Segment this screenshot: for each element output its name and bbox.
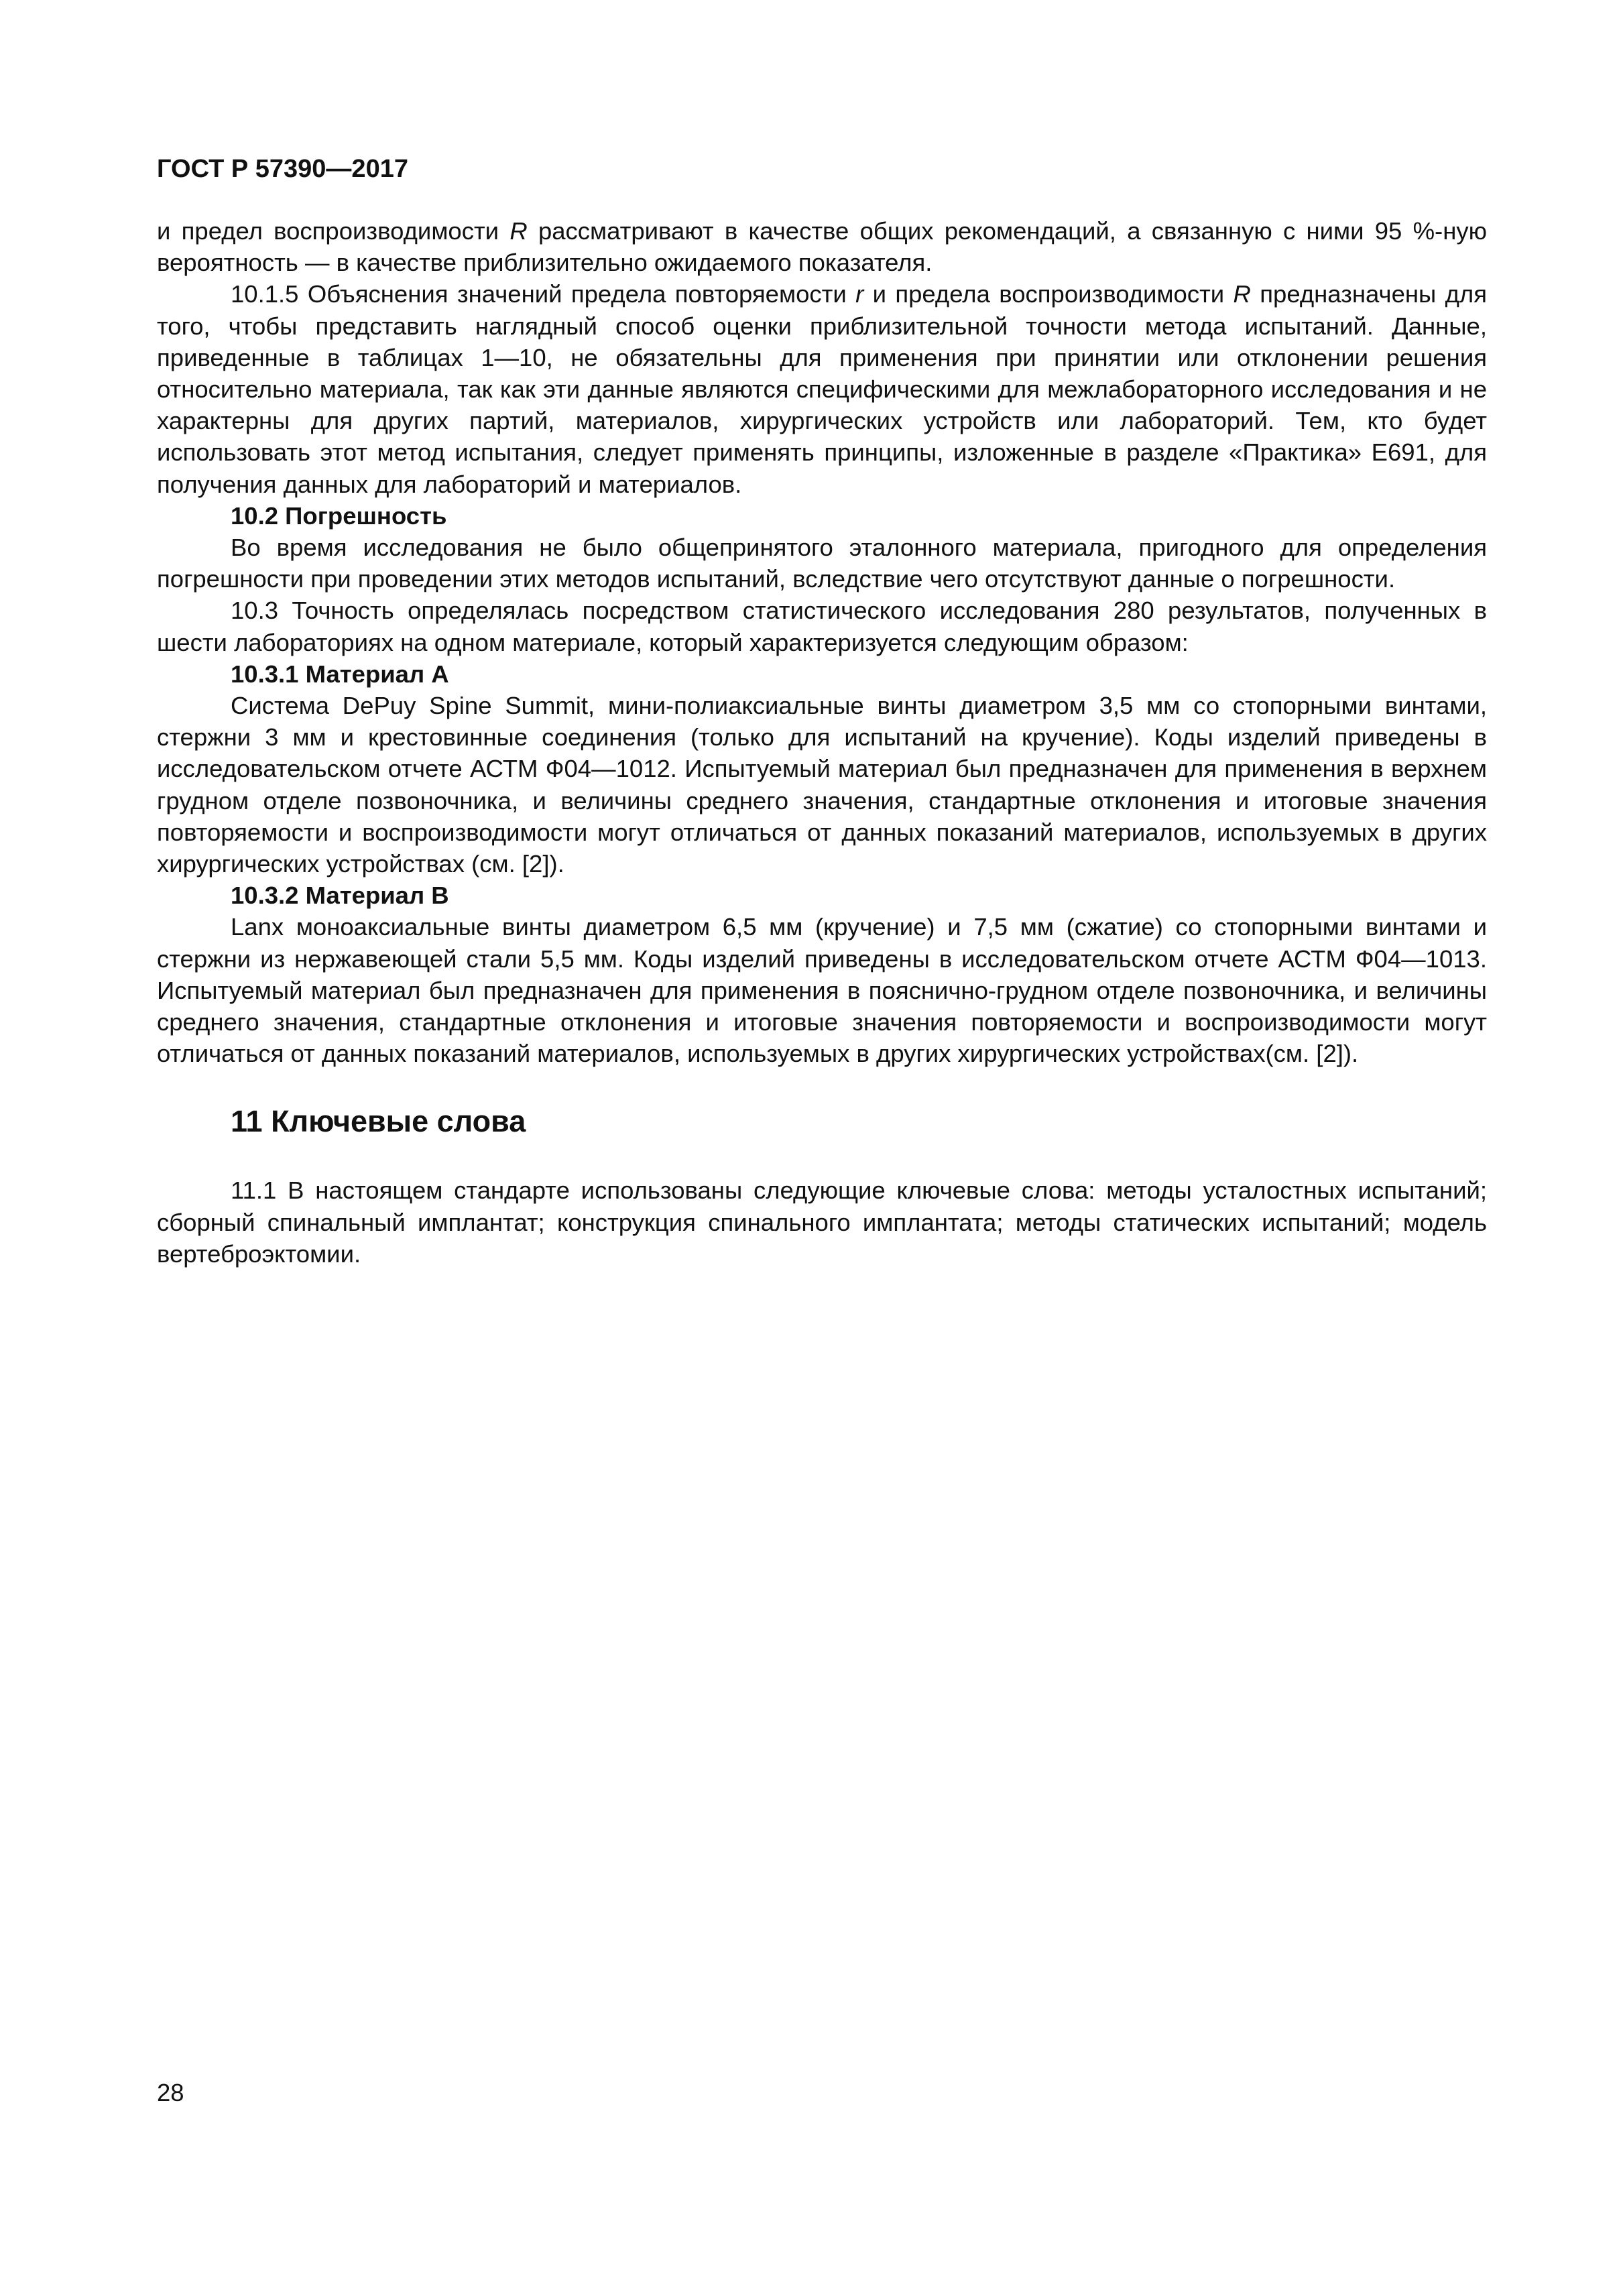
heading-10-2: 10.2 Погрешность [231,501,447,530]
symbol-R: R [509,217,528,245]
paragraph-10-3-2: Lanx моноаксиальные винты диаметром 6,5 мм (кручение) и 7,5 мм (сжатие) со стопорными винтами и стержни из нержавеющей стали 5,5 мм. Коды изделий приведены в исследовательском отчете АСТМ Ф04—1013. Испытуемый материал был предназначен для применения в пояснично-грудном отделе позвоночника, и величины среднего значения, стандартные отклонения и итоговые значения повторяемости и воспроизводимости могут отличаться от данных показаний материалов, используемых в других хирургических устройствах(см. [2]). [157,913,1487,1068]
symbol-r: r [855,280,864,308]
running-header: ГОСТ Р 57390—2017 [157,155,408,183]
symbol-R: R [1233,280,1251,308]
paragraph-10-3: 10.3 Точность определялась посредством статистического исследования 280 результатов, полученных в шести лабораториях на одном материале, который характеризуется следующим образом: [157,597,1487,656]
paragraph-10-2: Во время исследования не было общепринятого эталонного материала, пригодного для определения погрешности при проведении этих методов испытаний, вследствие чего отсутствуют данные о погрешности. [157,534,1487,593]
page-number: 28 [157,2079,184,2106]
paragraph-10-1-5: 10.1.5 Объяснения значений предела повторяемости r и предела воспроизводимости R предназначены для того, чтобы представить наглядный способ оценки приблизительной точности метода испытаний. Данные, приведенные в таблицах 1—10, не обязательны для применения при принятии или отклонении решения относительно материала, так как эти данные являются специфическими для межлабораторного исследования и не характерны для других партий, материалов, хирургических устройств или лабораторий. Тем, кто будет использовать этот метод испытания, следует применять принципы, изложенные в разделе «Практика» Е691, для получения данных для лабораторий и материалов. [157,280,1487,498]
section-heading-11: 11 Ключевые слова [231,1104,526,1139]
paragraph-continuation: и предел воспроизводимости R рассматривают в качестве общих рекомендаций, а связанную с ними 95 %-ную вероятность — в качестве приблизительно ожидаемого показателя. [157,217,1487,277]
paragraph-10-3-1: Система DePuy Spine Summit, мини-полиаксиальные винты диаметром 3,5 мм со стопорными винтами, стержни 3 мм и крестовинные соединения (только для испытаний на кручение). Коды изделий приведены в исследовательском отчете АСТМ Ф04—1012. Испытуемый материал был предназначен для применения в верхнем грудном отделе позвоночника, и величины среднего значения, стандартные отклонения и итоговые значения повторяемости и воспроизводимости могут отличаться от данных показаний материалов, используемых в других хирургических устройствах (см. [2]). [157,692,1487,878]
heading-10-3-1: 10.3.1 Материал А [231,660,449,688]
heading-10-3-2: 10.3.2 Материал В [231,882,449,910]
document-body [157,215,1487,1270]
paragraph-11-1: 11.1 В настоящем стандарте использованы следующие ключевые слова: методы усталостных испытаний; сборный спинальный имплантат; конструкция спинального имплантата; методы статических испытаний; модель вертеброэктомии. [157,1176,1487,1268]
